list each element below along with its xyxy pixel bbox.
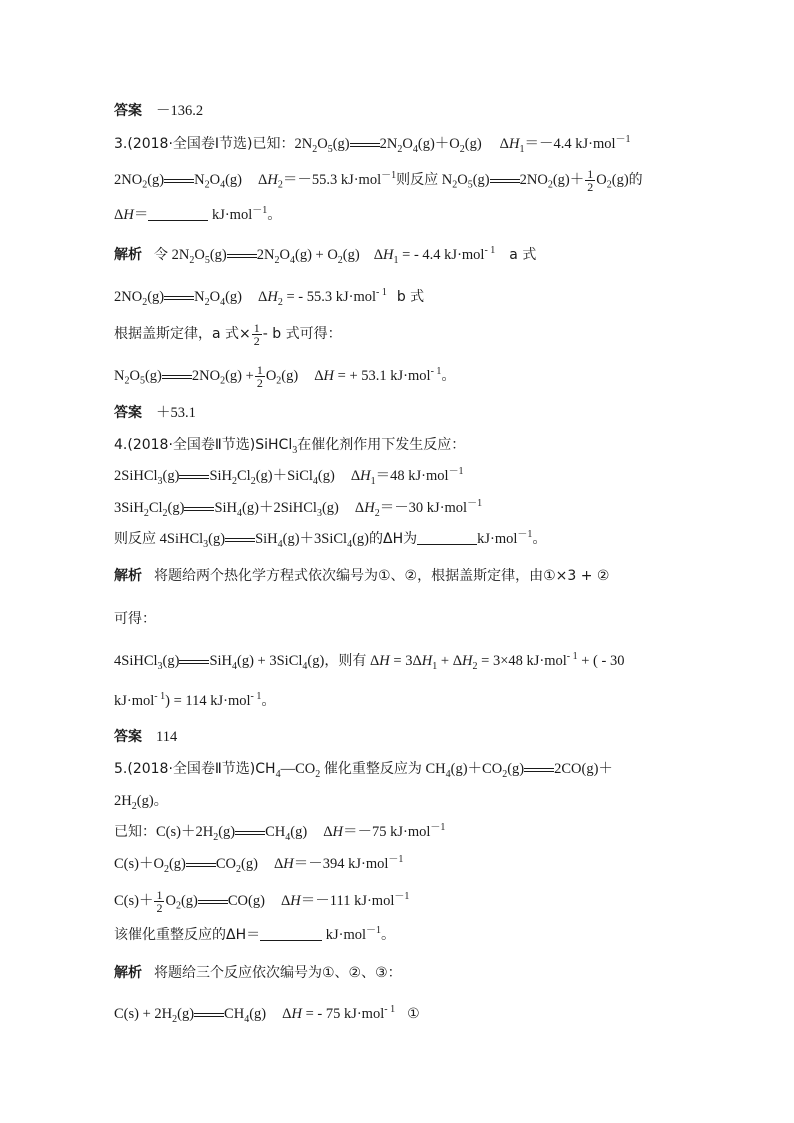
half-fraction: $\frac{1}{2}$ xyxy=(253,321,260,348)
q3-analysis-line1: 解析 令 $2N_2O_5(g) 2N_2O_4(g) + O_2(g) \Delta H_1$ = - 4.4 kJ·mol$^{- 1}$ a 式 xyxy=(114,245,537,266)
q4-unit: kJ·mol xyxy=(477,531,518,547)
answer-line-prev xyxy=(114,102,203,120)
q3-analysis-line4: $N_2O_5(g) 2NO_2(g)$ + $\frac{1}{2}$ $O_2(g) \Delta H$ = + 53.1 kJ·mol$^{- 1}$。 xyxy=(114,363,456,390)
analysis-label: 解析 xyxy=(114,247,142,263)
q5-a-dh: - 75 kJ·mol xyxy=(317,1006,385,1022)
exp: －1 xyxy=(448,466,464,478)
q5-dh-c: －111 kJ·mol xyxy=(315,892,395,909)
q3-a-dh2: - 55.3 kJ·mol xyxy=(298,289,376,305)
answer-label: 答案 xyxy=(114,103,142,119)
period: 。 xyxy=(381,927,396,943)
exp: - 1 xyxy=(154,691,166,703)
exp: －1 xyxy=(615,134,631,146)
exp: －1 xyxy=(388,854,404,866)
q4-line1: 4.(2018·全国卷Ⅱ节选)SiHCl$_3$在催化剂作用下发生反应： xyxy=(114,437,466,456)
q3-a-dh1: - 4.4 kJ·mol xyxy=(413,247,485,263)
q3-prefix: 3.(2018·全国卷Ⅰ节选)已知： xyxy=(114,136,295,152)
q5-prefix: 5.(2018·全国卷Ⅱ节选)CH xyxy=(114,761,276,777)
exp: －1 xyxy=(467,498,483,510)
q4-calc-tail: + ( - 30 xyxy=(581,653,625,669)
exp: - 1 xyxy=(376,287,387,299)
q5-line1: 5.(2018·全国卷Ⅱ节选)$CH_4—CO_2$ 催化重整反应为 $CH_4(g)+CO_2(g)$ 2CO(g)＋ xyxy=(114,761,613,780)
period: 。 xyxy=(441,367,456,384)
q3-unit: kJ·mol xyxy=(211,207,253,223)
hess-text-2: - b 式可得： xyxy=(262,325,342,342)
analysis-label: 解析 xyxy=(114,965,142,981)
exp: - 1 xyxy=(566,651,578,663)
answer-value: －136.2 xyxy=(156,103,204,119)
q5-mid: 催化重整反应为 xyxy=(323,761,422,777)
period: 。 xyxy=(153,793,169,809)
exp: - 1 xyxy=(250,691,262,703)
q4-answer: 114 xyxy=(156,729,178,745)
q4-analysis-line4 xyxy=(114,692,276,710)
q4-then: 则反应 xyxy=(114,531,156,547)
period: 。 xyxy=(532,531,547,547)
q5-analysis-text: 将题给三个反应依次编号为①、②、③： xyxy=(154,965,402,981)
q3-line2: $2NO_2(g)$ $N_2O_4(g)$ $\Delta H_2=-55.3$ kJ·mol$^{-1}$则反应 $N_2O_5(g)$ $2NO_2(g)+$ $\frac{1}{2}$ $O_2(g)$的 xyxy=(114,167,643,194)
q3-line1: 3.(2018·全国卷Ⅰ节选)已知：$2N_2O_5(g)$ $2N_2O_4(g)+O_2(g)$ $\Delta H_1=-4.4$ kJ·mol$^{-1}$ xyxy=(114,134,631,155)
q5-unit: kJ·mol xyxy=(325,927,367,943)
half-fraction: $\frac{1}{2}$ xyxy=(156,888,163,915)
exp: －1 xyxy=(430,822,446,834)
q5-analysis-line1 xyxy=(114,964,402,982)
exp: - 1 xyxy=(484,245,496,257)
q3-result: + 53.1 kJ·mol xyxy=(349,367,431,384)
q4-answer-blank[interactable] xyxy=(417,530,477,545)
q5-line6 xyxy=(114,926,396,944)
q4-line4: 则反应 4SiHCl$_3$(g) SiH$_4$(g)＋3SiCl$_4$(g)的ΔH为 kJ·mol$^{-1}$。 xyxy=(114,529,547,550)
q4-then-have: ，则有 xyxy=(324,653,367,669)
q3-lead: 令 xyxy=(154,247,168,263)
q3-analysis-line2: $2NO_2(g)$ $N_2O_4(g) \Delta H_2$ = - 55.3 kJ·mol$^{- 1}$ b 式 xyxy=(114,287,425,308)
q4-dh-is: 的ΔH为 xyxy=(369,531,418,547)
q5-line4: $C(s)+O_2(g)$ $CO_2(g)$ ΔH＝－394 kJ·mol$^{-1}$ xyxy=(114,854,404,875)
q5-analysis-line2: $C(s) + 2H_2(g)$ $CH_4(g) \Delta H$ = - 75 kJ·mol$^{- 1}$ ① xyxy=(114,1004,420,1025)
q4-analysis-line3: 4SiHCl$_3$(g) SiH$_4$(g) + 3SiCl$_4$(g)，则有 $\Delta H = 3\Delta H_1 + \Delta H_2 = 3\times 48$ kJ·mol$^{- 1}$ + ( - 30 xyxy=(114,651,625,672)
q3-answer-blank[interactable] xyxy=(148,206,208,221)
q3-analysis-line3 xyxy=(114,322,342,347)
answer-label: 答案 xyxy=(114,729,142,745)
q4-calc-mid: = 3×48 kJ·mol xyxy=(481,653,567,669)
mark-1: ① xyxy=(407,1006,420,1022)
q4-line2: 2SiHCl$_3$(g) $SiH_2Cl_2(g)+SiCl_4(g)$ $\Delta H_1=48$ kJ·mol$^{-1}$ xyxy=(114,466,464,487)
exp: －1 xyxy=(366,925,382,937)
exp: - 1 xyxy=(384,1004,396,1016)
period: 。 xyxy=(267,207,282,223)
formula-a: a 式 xyxy=(509,247,537,263)
q5-dh-b: －394 kJ·mol xyxy=(308,856,389,872)
q3-of: 的 xyxy=(628,171,643,188)
formula-b: b 式 xyxy=(396,289,425,305)
exp: －1 xyxy=(252,205,268,217)
q4-dh2: －30 kJ·mol xyxy=(394,500,468,516)
q4-answer-line xyxy=(114,728,177,746)
half-fraction: $\frac{1}{2}$ xyxy=(587,167,594,194)
q4-prefix: 4.(2018·全国卷Ⅱ节选)SiHCl xyxy=(114,437,293,453)
q5-line3: 已知：$C(s)+2H_2(g)$ $CH_4(g)$ ΔH＝－75 kJ·mol$^{-1}$ xyxy=(114,822,446,843)
q3-dh1: －4.4 kJ·mol xyxy=(538,136,616,152)
q3-dh2: －55.3 kJ·mol xyxy=(297,171,382,188)
hess-text-1: 根据盖斯定律，a 式× xyxy=(114,325,251,342)
q4-calc-l2a: kJ·mol xyxy=(114,693,155,709)
exp: - 1 xyxy=(430,366,442,377)
q4-line3: $3SiH_2Cl_2(g)$ SiH$_4$(g)＋2SiHCl$_3$(g) $\Delta H_2=-30$ kJ·mol$^{-1}$ xyxy=(114,498,483,519)
q5-dh-a: －75 kJ·mol xyxy=(357,824,431,840)
q4-calc-l2b: ) = 114 kJ·mol xyxy=(165,693,251,709)
q3-line3: ΔH＝ kJ·mol$^{-1}$。 xyxy=(114,205,282,223)
q4-analysis-text-1: 将题给两个热化学方程式依次编号为①、②，根据盖斯定律，由①×3 + ② xyxy=(154,568,610,584)
q5-line2: $2H_2(g)$。 xyxy=(114,793,169,812)
q5-ask: 该催化重整反应的ΔH＝ xyxy=(114,927,261,943)
q5-known: 已知： xyxy=(114,824,156,840)
q5-answer-blank[interactable] xyxy=(260,926,322,941)
q4-dh1: 48 kJ·mol xyxy=(390,468,449,484)
q4-analysis-text-2: 可得： xyxy=(114,611,156,627)
half-fraction: $\frac{1}{2}$ xyxy=(256,363,263,390)
answer-label: 答案 xyxy=(114,405,142,421)
q4-analysis-line1 xyxy=(114,567,609,585)
q5-line5: C(s)＋ $\frac{1}{2}$ $O_2(g)$ CO(g) ΔH＝－111 kJ·mol$^{-1}$ xyxy=(114,888,410,915)
q4-analysis-line2 xyxy=(114,610,156,628)
q4-suffix: 在催化剂作用下发生反应： xyxy=(297,437,466,453)
analysis-label: 解析 xyxy=(114,568,142,584)
period: 。 xyxy=(261,693,276,709)
q3-answer-line xyxy=(114,404,196,422)
exp: －1 xyxy=(381,170,397,181)
q3-then: 则反应 xyxy=(396,171,439,188)
q3-answer: ＋53.1 xyxy=(156,405,196,421)
exp: －1 xyxy=(517,529,533,541)
exp: －1 xyxy=(394,891,410,902)
